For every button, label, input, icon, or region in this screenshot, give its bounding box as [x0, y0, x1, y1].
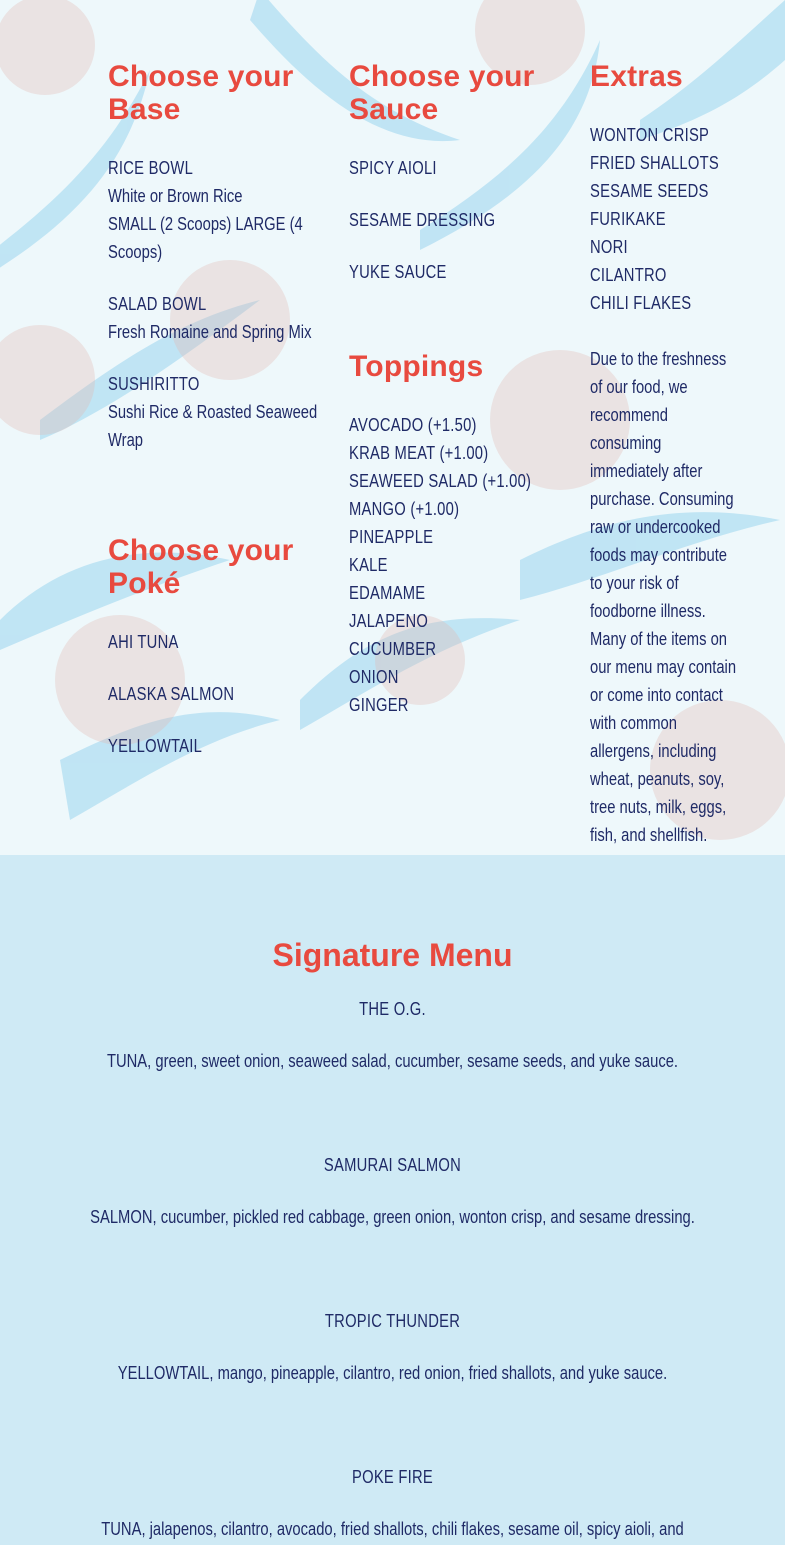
base-option-desc: Fresh Romaine and Spring Mix — [108, 322, 312, 342]
base-option-desc: SMALL (2 Scoops) LARGE (4 Scoops) — [108, 214, 303, 262]
extra-item: FRIED SHALLOTS — [590, 153, 719, 173]
topping-item: GINGER — [349, 695, 409, 715]
signature-item-samurai-salmon — [0, 1151, 785, 1231]
signature-item-name: SAMURAI SALMON — [323, 1155, 462, 1175]
poke-option: ALASKA SALMON — [108, 684, 235, 704]
signature-item-desc — [71, 1359, 715, 1387]
topping-item: KALE — [349, 555, 388, 575]
topping-item: JALAPENO — [349, 611, 429, 631]
signature-item-desc — [71, 1515, 715, 1543]
base-option-salad-bowl — [108, 290, 328, 346]
signature-menu-section — [0, 855, 785, 1545]
topping-item: KRAB MEAT (+1.00) — [349, 443, 489, 463]
signature-item-poke-fire — [0, 1463, 785, 1543]
signature-item-protein: TUNA — [106, 1051, 148, 1071]
sauce-option: SPICY AIOLI — [349, 158, 437, 178]
base-option-desc: White or Brown Rice — [108, 186, 243, 206]
topping-item: CUCUMBER — [349, 639, 437, 659]
signature-item-ingredients: , jalapenos, cilantro, avocado, fried shallots, chili flakes, sesame oil, spicy aioli, and — [141, 1519, 684, 1539]
signature-item-protein: SALMON — [90, 1207, 153, 1227]
sauce-option: YUKE SAUCE — [349, 262, 447, 282]
allergen-notice: Due to the freshness of our food, we recommend consuming immediately after purchase. Consuming raw or undercooked foods may contribute to your risk of foodborne illness. Many of the items on our menu may contain or come into contact with common allergens, including wheat, peanuts, soy, tree nuts, milk, eggs, fish, and shellfish. — [590, 349, 737, 845]
base-column — [108, 60, 328, 760]
signature-item-name: THE O.G. — [359, 999, 426, 1019]
signature-menu-title: Signature Menu — [272, 937, 513, 973]
topping-item: SEAWEED SALAD (+1.00) — [349, 471, 532, 491]
menu-columns — [96, 0, 785, 855]
extra-item: SESAME SEEDS — [590, 181, 709, 201]
sauce-option: SESAME DRESSING — [349, 210, 496, 230]
signature-item-name: POKE FIRE — [352, 1467, 433, 1487]
extras-title: Extras — [590, 60, 683, 93]
sauce-title: Choose your Sauce — [349, 60, 535, 126]
base-option-name: RICE BOWL — [108, 158, 194, 178]
topping-item: MANGO (+1.00) — [349, 499, 460, 519]
extra-item: CHILI FLAKES — [590, 293, 692, 313]
extra-item: WONTON CRISP — [590, 125, 710, 145]
signature-item-ingredients: , mango, pineapple, cilantro, red onion, fried shallots, and yuke sauce. — [209, 1363, 668, 1383]
poke-title: Choose your Poké — [108, 534, 294, 600]
topping-item: PINEAPPLE — [349, 527, 434, 547]
signature-item-og — [0, 995, 785, 1075]
signature-item-protein: TUNA — [101, 1519, 142, 1539]
base-option-name: SALAD BOWL — [108, 294, 207, 314]
extra-item: CILANTRO — [590, 265, 667, 285]
topping-item: EDAMAME — [349, 583, 426, 603]
topping-item: ONION — [349, 667, 399, 687]
signature-item-desc — [71, 1047, 715, 1075]
signature-item-name: TROPIC THUNDER — [324, 1311, 461, 1331]
poke-option: YELLOWTAIL — [108, 736, 203, 756]
signature-item-tropic-thunder — [0, 1307, 785, 1387]
base-option-name: SUSHIRITTO — [108, 374, 200, 394]
extra-item: NORI — [590, 237, 628, 257]
base-option-sushiritto — [108, 370, 328, 454]
base-option-rice-bowl — [108, 154, 328, 266]
topping-item: AVOCADO (+1.50) — [349, 415, 477, 435]
signature-item-desc — [71, 1203, 715, 1231]
signature-item-ingredients: , cucumber, pickled red cabbage, green onion, wonton crisp, and sesame dressing. — [152, 1207, 695, 1227]
extra-item: FURIKAKE — [590, 209, 666, 229]
extras-column — [590, 60, 750, 849]
signature-item-ingredients: , green, sweet onion, seaweed salad, cucumber, sesame seeds, and yuke sauce. — [147, 1051, 679, 1071]
base-title: Choose your Base — [108, 60, 294, 126]
poke-option: AHI TUNA — [108, 632, 179, 652]
base-option-desc: Sushi Rice & Roasted Seaweed Wrap — [108, 402, 318, 450]
toppings-title: Toppings — [349, 350, 484, 383]
sauce-toppings-column — [349, 60, 579, 719]
signature-item-protein: YELLOWTAIL — [117, 1363, 210, 1383]
